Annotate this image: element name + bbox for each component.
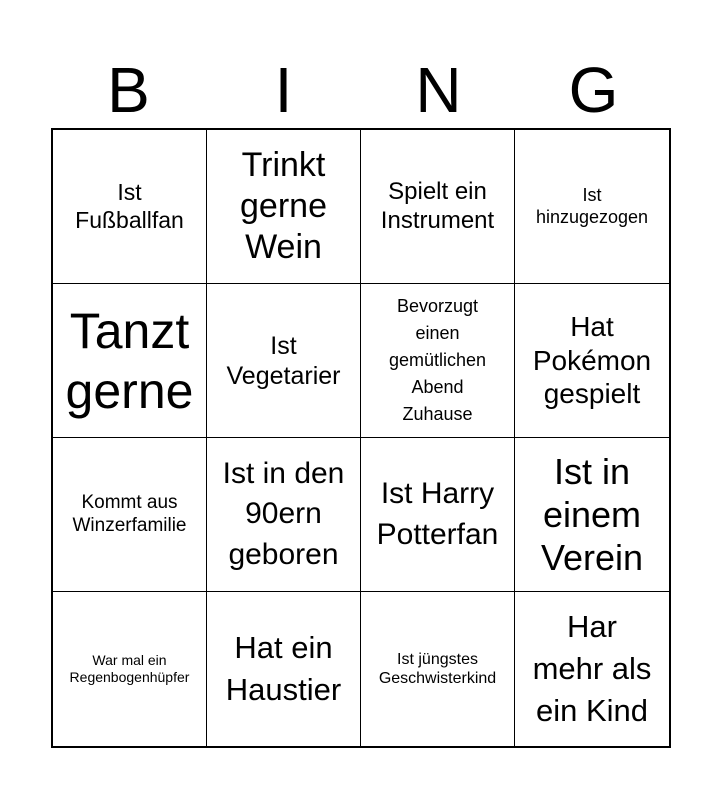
bingo-cell[interactable]	[207, 438, 361, 592]
bingo-cell-text: Hat Pokémon gespielt	[532, 311, 652, 410]
bingo-cell-text: Ist Harry Potterfan	[376, 477, 499, 551]
bingo-cell[interactable]	[515, 130, 669, 284]
header-letter-b: B	[107, 54, 150, 126]
bingo-cell[interactable]	[361, 592, 515, 746]
bingo-header	[51, 55, 671, 125]
bingo-cell[interactable]	[53, 284, 207, 438]
bingo-cell-text: Ist jüngstes Geschwisterkind	[378, 650, 497, 687]
bingo-cell[interactable]	[207, 592, 361, 746]
bingo-cell-text: Ist in den 90ern geboren	[222, 456, 345, 571]
bingo-cell-text: Trinkt gerne Wein	[240, 146, 327, 266]
bingo-cell-text: Har mehr als ein Kind	[532, 609, 652, 728]
header-letter-i: I	[274, 54, 293, 126]
bingo-cell-text: Ist hinzugezogen	[535, 184, 649, 227]
bingo-cell[interactable]	[53, 438, 207, 592]
bingo-cell-text: Spielt ein Instrument	[380, 177, 495, 234]
bingo-cell-text: Ist Fußballfan	[75, 178, 184, 233]
bingo-cell[interactable]	[515, 592, 669, 746]
bingo-cell-text: Kommt aus Winzerfamilie	[72, 491, 187, 536]
bingo-cell[interactable]	[53, 592, 207, 746]
bingo-grid	[51, 128, 671, 748]
bingo-cell[interactable]	[207, 130, 361, 284]
bingo-cell[interactable]	[515, 284, 669, 438]
header-letter-n: N	[415, 54, 462, 126]
bingo-cell[interactable]	[207, 284, 361, 438]
bingo-cell-text: Hat ein Haustier	[225, 630, 342, 707]
bingo-cell-text: Tanzt gerne	[65, 302, 194, 419]
bingo-cell[interactable]	[515, 438, 669, 592]
bingo-cell-text: Ist in einem Verein	[540, 450, 644, 579]
bingo-cell[interactable]	[53, 130, 207, 284]
bingo-cell-text: War mal ein Regenbogenhüpfer	[69, 652, 190, 685]
header-letter-g: G	[568, 54, 619, 126]
bingo-cell-text: Ist Vegetarier	[226, 331, 341, 390]
bingo-cell[interactable]	[361, 284, 515, 438]
bingo-cell[interactable]	[361, 130, 515, 284]
bingo-cell-text: Bevorzugt einen gemütlichen Abend Zuhause	[388, 296, 487, 424]
bingo-cell[interactable]	[361, 438, 515, 592]
